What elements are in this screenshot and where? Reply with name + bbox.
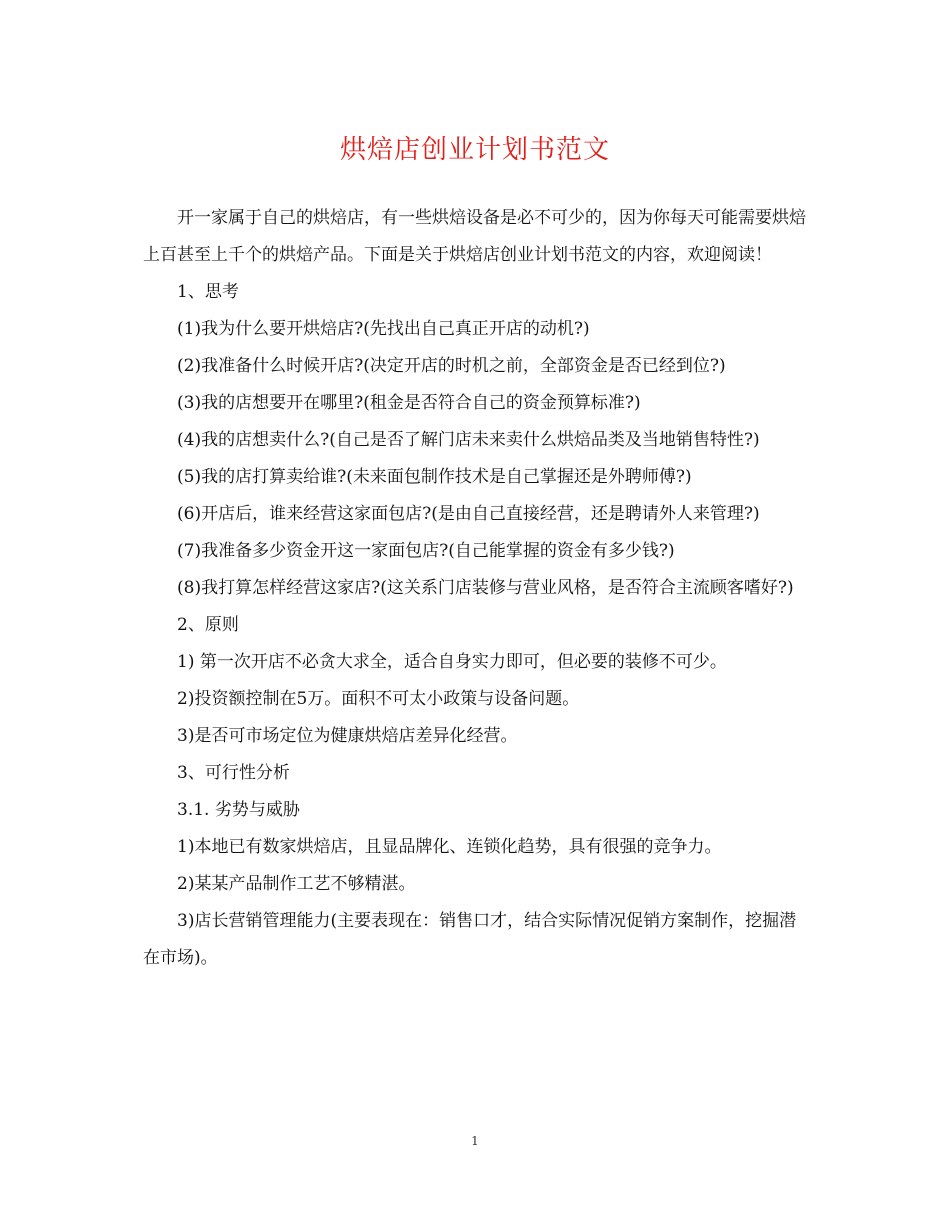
list-item: 2)某某产品制作工艺不够精湛。 [177, 874, 416, 894]
list-item: (8)我打算怎样经营这家店?(这关系门店装修与营业风格，是否符合主流顾客嗜好?) [177, 578, 794, 598]
list-item: (2)我准备什么时候开店?(决定开店的时机之前，全部资金是否已经到位?) [177, 356, 726, 376]
document-body [143, 200, 811, 977]
list-item: 1)本地已有数家烘焙店，且显品牌化、连锁化趋势，具有很强的竞争力。 [177, 837, 722, 857]
document-title: 烘焙店创业计划书范文 [339, 135, 610, 165]
list-item: (7)我准备多少资金开这一家面包店?(自己能掌握的资金有多少钱?) [177, 541, 675, 561]
list-item: 3)是否可市场定位为健康烘焙店差异化经营。 [177, 726, 518, 746]
list-item: (3)我的店想要开在哪里?(租金是否符合自己的资金预算标准?) [177, 393, 641, 413]
section-heading-principles: 2、原则 [177, 615, 239, 635]
section-heading-feasibility: 3、可行性分析 [177, 763, 290, 783]
page-number: 1 [471, 1134, 479, 1148]
list-item: 3)店长营销管理能力(主要表现在：销售口才，结合实际情况促销方案制作，挖掘潜在市场)。 [143, 911, 797, 968]
list-item: 2)投资额控制在5万。面积不可太小政策与设备问题。 [177, 689, 580, 709]
subsection-heading-weakness: 3.1. 劣势与威胁 [177, 800, 300, 820]
list-item: (6)开店后，谁来经营这家面包店?(是由自己直接经营，还是聘请外人来管理?) [177, 504, 760, 524]
intro-paragraph: 开一家属于自己的烘焙店，有一些烘焙设备是必不可少的，因为你每天可能需要烘焙上百甚至上千个的烘焙产品。下面是关于烘焙店创业计划书范文的内容，欢迎阅读！ [143, 208, 806, 265]
list-item: 1) 第一次开店不必贪大求全，适合自身实力即可，但必要的装修不可少。 [177, 652, 727, 672]
list-item: (5)我的店打算卖给谁?(未来面包制作技术是自己掌握还是外聘师傅?) [177, 467, 692, 487]
list-item: (1)我为什么要开烘焙店?(先找出自己真正开店的动机?) [177, 319, 590, 339]
section-heading-thinking: 1、思考 [177, 282, 239, 302]
list-item: (4)我的店想卖什么?(自己是否了解门店未来卖什么烘焙品类及当地销售特性?) [177, 430, 760, 450]
